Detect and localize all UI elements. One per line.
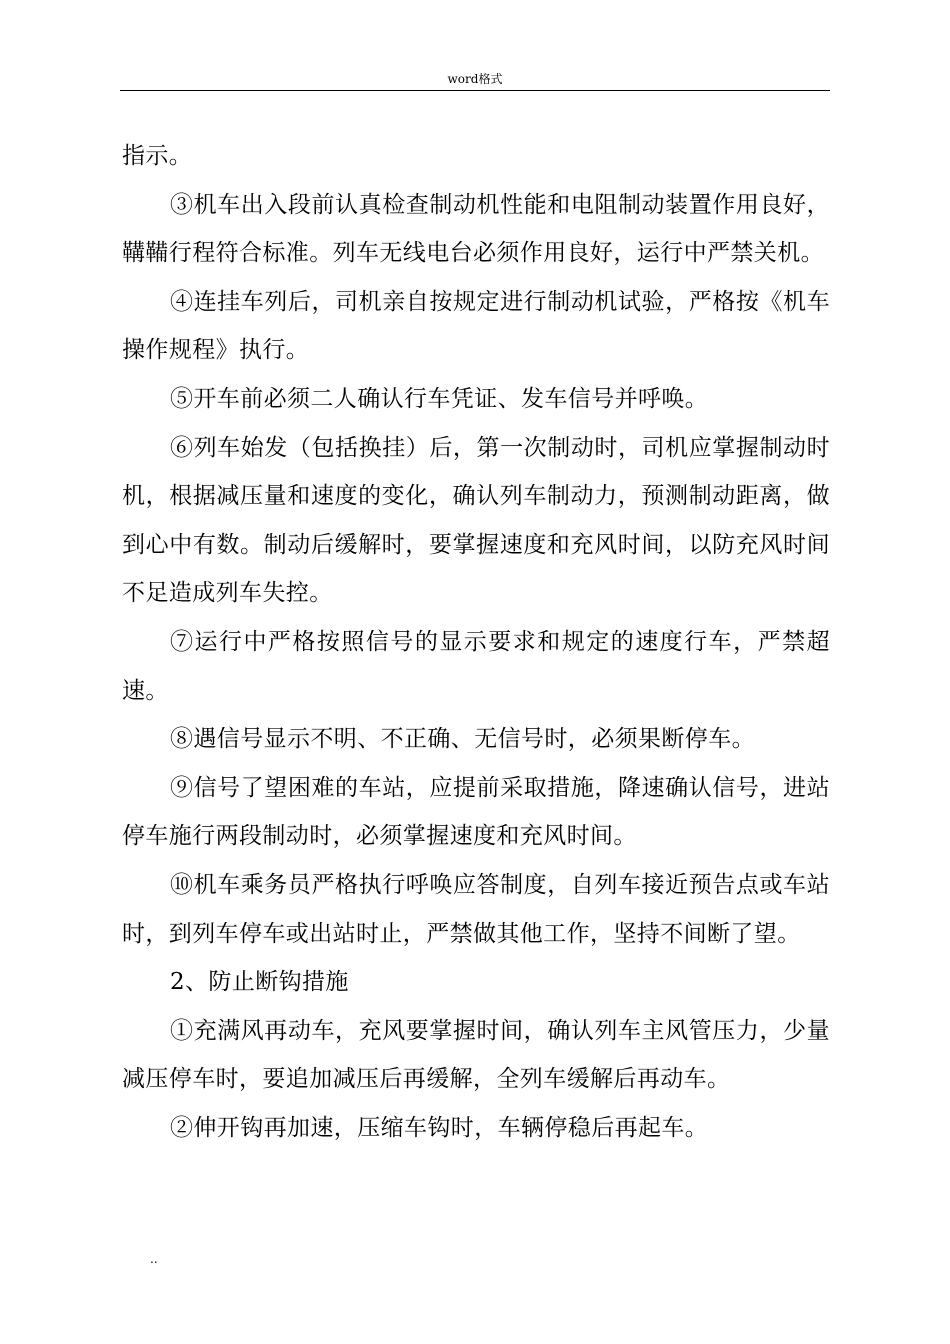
paragraph: ⑤开车前必须二人确认行车凭证、发车信号并呼唤。 [170, 385, 709, 412]
paragraph: ⑧遇信号显示不明、不正确、无信号时，必须果断停车。 [170, 726, 755, 753]
paragraph: ④连挂车列后，司机亲自按规定进行制动机试验，严格按《机车操作规程》执行。 [122, 288, 830, 364]
paragraph: ②伸开钩再加速，压缩车钩时，车辆停稳后再起车。 [170, 1114, 709, 1141]
paragraph: ⑥列车始发（包括换挂）后，第一次制动时，司机应掌握制动时机，根据减压量和速度的变化，确认列车制动力，预测制动距离，做到心中有数。制动后缓解时，要掌握速度和充风时间，以防充风时间不足造成列车失控。 [122, 434, 830, 607]
section-heading: 2、防止断钩措施 [170, 969, 349, 996]
paragraph: 指示。 [122, 143, 193, 169]
paragraph: ⑨信号了望困难的车站，应提前采取措施，降速确认信号，进站停车施行两段制动时，必须掌握速度和充风时间。 [122, 774, 830, 850]
page-footer [150, 1252, 158, 1266]
footer-mark: .. [150, 1252, 158, 1266]
paragraph: ③机车出入段前认真检查制动机性能和电阻制动装置作用良好，鞲鞴行程符合标准。列车无线电台必须作用良好，运行中严禁关机。 [122, 191, 830, 267]
header-title: word格式 [447, 72, 503, 86]
paragraph: ⑦运行中严格按照信号的显示要求和规定的速度行车，严禁超速。 [122, 628, 830, 704]
document-body [122, 132, 830, 1152]
page-header [120, 72, 830, 91]
paragraph: ①充满风再动车，充风要掌握时间，确认列车主风管压力，少量减压停车时，要追加减压后再缓解，全列车缓解后再动车。 [122, 1017, 830, 1093]
paragraph: ⑩机车乘务员严格执行呼唤应答制度，自列车接近预告点或车站时，到列车停车或出站时止，严禁做其他工作，坚持不间断了望。 [122, 871, 830, 947]
